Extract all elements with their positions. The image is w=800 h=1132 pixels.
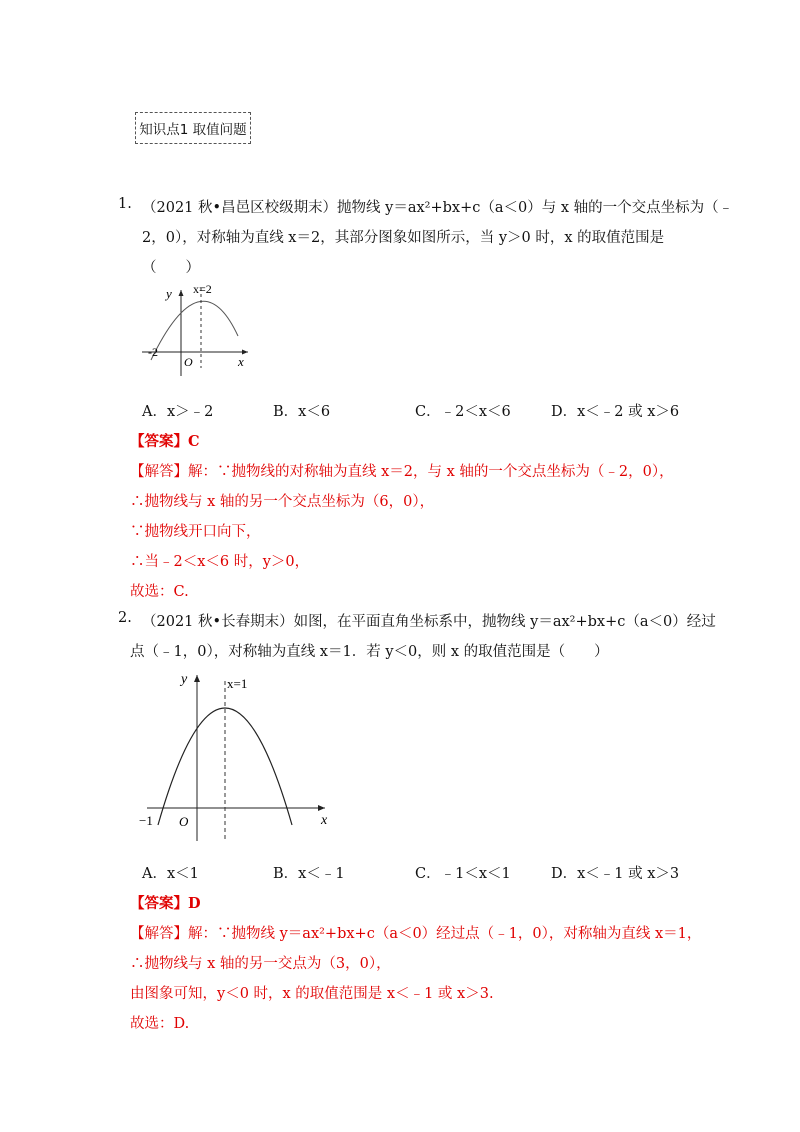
q1-origin-label: O <box>184 355 193 369</box>
q2-y-label: y <box>181 672 188 687</box>
q2-solution-line1: 【解答】解：∵抛物线 y＝ax²+bx+c（a＜0）经过点（﹣1，0），对称轴为直线 x＝1， <box>130 926 702 942</box>
q2-option-b: B．x＜﹣1 <box>273 866 345 882</box>
q2-number: 2. <box>118 610 132 626</box>
q2-stem-line1: （2021 秋•长春期末）如图，在平面直角坐标系中，抛物线 y＝ax²+bx+c（a＜0）经过 <box>142 614 716 630</box>
q1-answer: 【答案】C <box>130 433 200 450</box>
q1-solution-line5: 故选：C. <box>130 584 189 600</box>
q2-axis-label: x=1 <box>227 676 248 691</box>
q2-solution-line3: 由图象可知，y＜0 时，x 的取值范围是 x＜﹣1 或 x＞3. <box>130 986 494 1002</box>
q2-option-a: A．x＜1 <box>142 866 199 882</box>
q2-origin-label: O <box>179 814 189 829</box>
q1-solution-line1: 【解答】解：∵抛物线的对称轴为直线 x＝2，与 x 轴的一个交点坐标为（﹣2，0）， <box>130 464 674 480</box>
q1-solution-line2: ∴抛物线与 x 轴的另一个交点坐标为（6，0）， <box>130 494 435 510</box>
section-title: 知识点1 取值问题 <box>139 122 247 138</box>
q1-neg-label: -2 <box>148 345 158 359</box>
q2-answer: 【答案】D <box>130 895 201 912</box>
q1-parabola <box>151 301 238 360</box>
q1-stem-line2: 2，0），对称轴为直线 x＝2，其部分图象如图所示，当 y＞0 时，x 的取值范围是 <box>142 230 665 246</box>
q2-solution-line2: ∴抛物线与 x 轴的另一交点为（3，0）， <box>130 956 391 972</box>
q1-stem-line1: （2021 秋•昌邑区校级期末）抛物线 y＝ax²+bx+c（a＜0）与 x 轴的一个交点坐标为（﹣ <box>142 200 734 216</box>
q1-axis-label: x=2 <box>193 282 212 296</box>
q1-number: 1. <box>118 196 132 212</box>
q2-option-c: C．﹣1＜x＜1 <box>415 866 511 882</box>
q1-solution-line4: ∴当﹣2＜x＜6 时，y＞0， <box>130 554 310 570</box>
q2-neg-label: −1 <box>139 813 153 828</box>
q1-stem-line3: （ ） <box>142 260 200 276</box>
q1-x-label: x <box>238 354 244 369</box>
q1-option-c: C．﹣2＜x＜6 <box>415 404 511 420</box>
q1-option-d: D．x＜﹣2 或 x＞6 <box>551 404 680 420</box>
q1-option-b: B．x＜6 <box>273 404 331 420</box>
q2-figure <box>135 665 345 845</box>
q1-solution-line3: ∵抛物线开口向下， <box>130 524 261 540</box>
q1-y-label: y <box>166 286 172 301</box>
q1-option-a: A．x＞﹣2 <box>142 404 214 420</box>
section-title-box <box>135 112 251 144</box>
q2-x-label: x <box>321 813 328 828</box>
q2-stem-line2: 点（﹣1，0），对称轴为直线 x＝1．若 y＜0，则 x 的取值范围是（ ） <box>130 644 609 660</box>
q1-figure <box>138 280 258 380</box>
q2-option-d: D．x＜﹣1 或 x＞3 <box>551 866 680 882</box>
q2-solution-line4: 故选：D. <box>130 1016 190 1032</box>
